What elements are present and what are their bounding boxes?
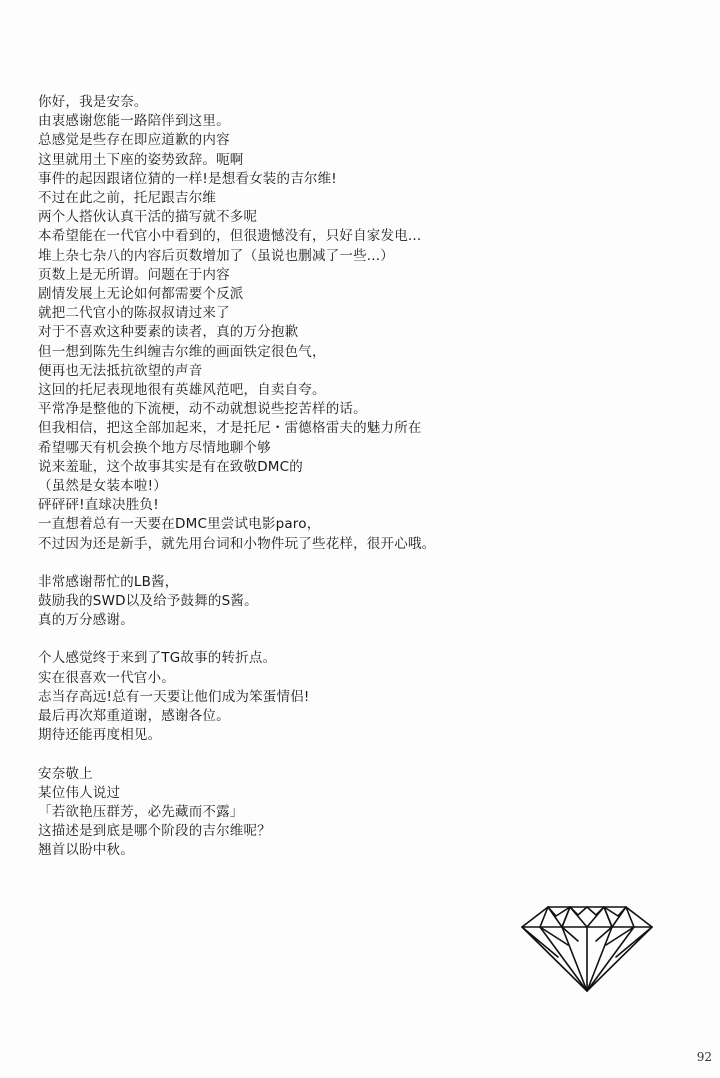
text-line: 不过在此之前，托尼跟吉尔维: [38, 190, 217, 207]
text-line: 安奈敬上: [38, 765, 93, 782]
text-line: 这里就用土下座的姿势致辞。呃啊: [38, 151, 244, 168]
text-line: 说来羞耻，这个故事其实是有在致敬DMC的: [38, 458, 303, 475]
text-line: 由衷感谢您能一路陪伴到这里。: [38, 113, 230, 130]
text-line: 便再也无法抵抗欲望的声音: [38, 362, 203, 379]
afterword-paragraph: [38, 649, 598, 745]
text-line: 翘首以盼中秋。: [38, 842, 134, 859]
text-line: 平常净是整他的下流梗，动不动就想说些挖苦样的话。: [38, 401, 367, 418]
text-line: 鼓励我的SWD以及给予鼓舞的S酱。: [38, 593, 258, 610]
text-line: 不过因为还是新手，就先用台词和小物件玩了些花样，很开心哦。: [38, 535, 436, 552]
text-line: （虽然是女装本啦!）: [38, 478, 167, 495]
text-line: 页数上是无所谓。问题在于内容: [38, 266, 230, 283]
text-line: 两个人搭伙认真干活的描写就不多呢: [38, 209, 258, 226]
text-line: 这描述是到底是哪个阶段的吉尔维呢？: [38, 823, 271, 840]
text-line: 希望哪天有机会换个地方尽情地聊个够: [38, 439, 271, 456]
text-line: 事件的起因跟诸位猜的一样!是想看女装的吉尔维!: [38, 170, 337, 187]
text-line: 剧情发展上无论如何都需要个反派: [38, 286, 244, 303]
afterword-paragraph: [38, 573, 598, 631]
text-line: 对于不喜欢这种要素的读者，真的万分抱歉: [38, 324, 299, 341]
diamond-icon: [518, 905, 656, 993]
text-line: 总感觉是些存在即应道歉的内容: [38, 132, 230, 149]
text-line: 个人感觉终于来到了TG故事的转折点。: [38, 650, 277, 667]
page-number: 92: [696, 1050, 712, 1064]
text-line: 你好，我是安奈。: [38, 94, 148, 110]
text-line: 实在很喜欢一代官小。: [38, 669, 175, 686]
text-line: 志当存高远!总有一天要让他们成为笨蛋情侣!: [38, 688, 310, 705]
text-line: 最后再次郑重道谢，感谢各位。: [38, 708, 230, 725]
text-line: 但一想到陈先生纠缠吉尔维的画面铁定很色气，: [38, 343, 326, 360]
afterword-paragraph: [38, 93, 598, 554]
text-line: 这回的托尼表现地很有英雄风范吧，自卖自夸。: [38, 382, 326, 399]
text-line: 「若欲艳压群芳，必先藏而不露」: [38, 803, 244, 820]
afterword-text: [38, 93, 598, 861]
text-line: 就把二代官小的陈叔叔请过来了: [38, 305, 230, 322]
afterword-paragraph: [38, 765, 598, 861]
text-line: 真的万分感谢。: [38, 612, 134, 629]
text-line: 期待还能再度相见。: [38, 727, 162, 744]
text-line: 堆上杂七杂八的内容后页数增加了（虽说也删减了一些...）: [38, 247, 394, 264]
text-line: 某位伟人说过: [38, 784, 121, 801]
text-line: 非常感谢帮忙的LB酱，: [38, 573, 179, 590]
text-line: 砰砰砰!直球决胜负!: [38, 497, 159, 514]
text-line: 但我相信，把这全部加起来，才是托尼・雷德格雷夫的魅力所在: [38, 420, 422, 437]
text-line: 本希望能在一代官小中看到的，但很遗憾没有，只好自家发电...: [38, 228, 422, 245]
text-line: 一直想着总有一天要在DMC里尝试电影paro，: [38, 516, 321, 533]
